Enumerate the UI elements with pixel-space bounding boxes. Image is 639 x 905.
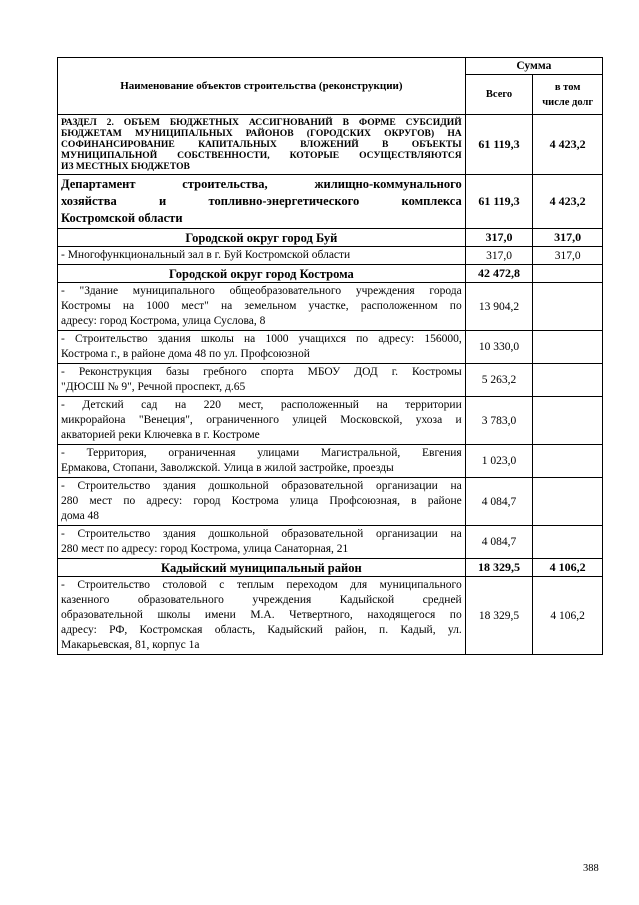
item-description xyxy=(58,478,466,526)
department-line: Департамент строительства, жилищно-коммунального xyxy=(61,177,462,191)
name-column-header: Наименование объектов строительства (реконструкции) xyxy=(58,58,466,115)
group-debt: 317,0 xyxy=(533,229,603,247)
item-line: Костромы на 1000 мест" на земельном участке, расположенном по xyxy=(61,300,462,312)
item-line: - Многофункциональный зал в г. Буй Костромской области xyxy=(61,249,351,261)
item-description xyxy=(58,445,466,478)
debt-column-header xyxy=(533,75,603,115)
group-total: 42 472,8 xyxy=(465,265,533,283)
section-line: ИЗ МЕСТНЫХ БЮДЖЕТОВ xyxy=(61,161,190,172)
section-line: БЮДЖЕТАМ МУНИЦИПАЛЬНЫХ РАЙОНОВ (ГОРОДСКИХ ОКРУГОВ) НА xyxy=(61,128,462,139)
department-line: Костромской области xyxy=(61,211,183,225)
item-row xyxy=(58,577,603,655)
header-row xyxy=(58,58,603,75)
item-description xyxy=(58,283,466,331)
item-row xyxy=(58,247,603,265)
item-line: образовательной школы имени М.А. Четвертного, находящегося по xyxy=(61,609,462,621)
item-total: 18 329,5 xyxy=(465,577,533,655)
item-description xyxy=(58,331,466,364)
sum-column-header: Сумма xyxy=(465,58,602,75)
item-line: дома 48 xyxy=(61,510,100,522)
item-debt xyxy=(533,364,603,397)
item-line: - Реконструкция базы гребного спорта МБОУ ДОД г. Костромы xyxy=(61,366,462,378)
section-row xyxy=(58,115,603,175)
item-total: 13 904,2 xyxy=(465,283,533,331)
department-debt: 4 423,2 xyxy=(533,175,603,229)
item-debt: 317,0 xyxy=(533,247,603,265)
item-line: акваторией реки Ключевка в г. Костроме xyxy=(61,429,260,441)
item-line: 280 мест по адресу: город Кострома улица Профсоюзная, в районе xyxy=(61,495,462,507)
item-debt xyxy=(533,478,603,526)
section-line: РАЗДЕЛ 2. ОБЪЕМ БЮДЖЕТНЫХ АССИГНОВАНИЙ В ФОРМЕ СУБСИДИЙ xyxy=(61,117,462,128)
item-line: - Территория, ограниченная улицами Магистральной, Евгения xyxy=(61,447,462,459)
item-row xyxy=(58,397,603,445)
item-line: - Строительство здания дошкольной образовательной организации на xyxy=(61,528,462,540)
item-line: адресу: РФ, Костромская область, Кадыйский район, п. Кадый, ул. xyxy=(61,624,462,636)
department-total: 61 119,3 xyxy=(465,175,533,229)
item-description xyxy=(58,364,466,397)
section-total: 61 119,3 xyxy=(465,115,533,175)
item-total: 5 263,2 xyxy=(465,364,533,397)
item-description xyxy=(58,247,466,265)
item-description xyxy=(58,397,466,445)
section-line: СОФИНАНСИРОВАНИЕ КАПИТАЛЬНЫХ ВЛОЖЕНИЙ В ОБЪЕКТЫ xyxy=(61,139,462,150)
item-debt xyxy=(533,331,603,364)
group-row xyxy=(58,559,603,577)
item-total: 317,0 xyxy=(465,247,533,265)
item-row xyxy=(58,478,603,526)
debt-header-line1: в том xyxy=(554,81,581,93)
department-title xyxy=(58,175,466,229)
item-line: - Детский сад на 220 мест, расположенный на территории xyxy=(61,399,462,411)
group-title: Городской округ город Кострома xyxy=(58,265,466,283)
item-debt: 4 106,2 xyxy=(533,577,603,655)
total-column-header: Всего xyxy=(465,75,533,115)
group-total: 317,0 xyxy=(465,229,533,247)
section-title xyxy=(58,115,466,175)
group-debt xyxy=(533,265,603,283)
item-total: 4 084,7 xyxy=(465,526,533,559)
group-title: Городской округ город Буй xyxy=(58,229,466,247)
item-line: Кострома г., в районе дома 48 по ул. Профсоюзной xyxy=(61,348,310,360)
item-line: - Строительство здания школы на 1000 учащихся по адресу: 156000, xyxy=(61,333,462,345)
item-row xyxy=(58,445,603,478)
item-total: 1 023,0 xyxy=(465,445,533,478)
item-line: - Строительство здания дошкольной образовательной организации на xyxy=(61,480,462,492)
department-row xyxy=(58,175,603,229)
item-description xyxy=(58,577,466,655)
item-line: казенного образовательного учреждения Кадыйской средней xyxy=(61,594,462,606)
item-debt xyxy=(533,526,603,559)
item-row xyxy=(58,364,603,397)
item-line: Макарьевская, 81, корпус 1а xyxy=(61,639,200,651)
item-row xyxy=(58,331,603,364)
item-line: адресу: город Кострома, улица Суслова, 8 xyxy=(61,315,266,327)
item-row xyxy=(58,526,603,559)
budget-table xyxy=(57,57,603,655)
item-total: 10 330,0 xyxy=(465,331,533,364)
item-debt xyxy=(533,283,603,331)
item-description xyxy=(58,526,466,559)
debt-header-line2: числе долг xyxy=(542,96,594,108)
item-line: - Строительство столовой с теплым переходом для муниципального xyxy=(61,579,462,591)
group-debt: 4 106,2 xyxy=(533,559,603,577)
item-debt xyxy=(533,397,603,445)
item-line: 280 мест по адресу: город Кострома, улица Санаторная, 21 xyxy=(61,543,349,555)
item-line: - "Здание муниципального общеобразовательного учреждения города xyxy=(61,285,462,297)
section-line: МУНИЦИПАЛЬНОЙ СОБСТВЕННОСТИ, КОТОРЫЕ ОСУЩЕСТВЛЯЮТСЯ xyxy=(61,150,462,161)
group-row xyxy=(58,229,603,247)
group-total: 18 329,5 xyxy=(465,559,533,577)
group-title: Кадыйский муниципальный район xyxy=(58,559,466,577)
table-body xyxy=(58,58,603,655)
group-row xyxy=(58,265,603,283)
item-debt xyxy=(533,445,603,478)
section-debt: 4 423,2 xyxy=(533,115,603,175)
item-line: Ермакова, Стопани, Заволжской. Улица в жилой застройке, проезды xyxy=(61,462,394,474)
item-total: 4 084,7 xyxy=(465,478,533,526)
item-line: микрорайона "Венеция", ограниченного улицей Московской, ухоза и xyxy=(61,414,462,426)
department-line: хозяйства и топливно-энергетического комплекса xyxy=(61,194,462,208)
item-line: "ДЮСШ № 9", Речной проспект, д.65 xyxy=(61,381,246,393)
item-total: 3 783,0 xyxy=(465,397,533,445)
item-row xyxy=(58,283,603,331)
page-number: 388 xyxy=(583,863,599,874)
